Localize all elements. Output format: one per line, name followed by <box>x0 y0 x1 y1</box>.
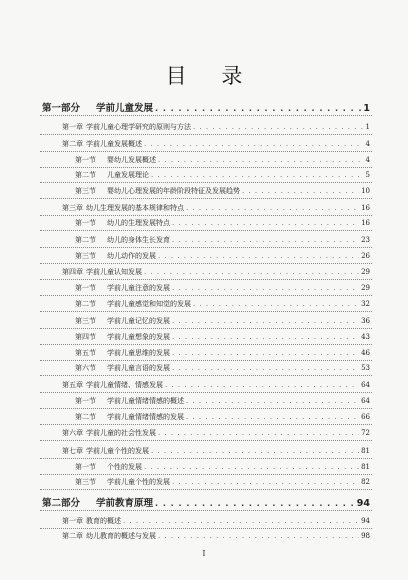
toc-entry-label: 第二部分 <box>42 498 81 509</box>
dot-leader <box>158 156 364 164</box>
toc-chapter <box>62 428 370 438</box>
toc-entry-title: 幼儿的生理发展特点 <box>107 219 170 227</box>
row-separator <box>40 230 372 231</box>
toc-entry-title: 幼儿动作的发展 <box>107 252 156 260</box>
toc-entry-page: 16 <box>361 204 370 212</box>
page-title: 目 录 <box>165 64 257 88</box>
toc-entry-page: 1 <box>363 103 370 114</box>
dot-leader <box>186 204 359 212</box>
row-separator <box>40 424 372 425</box>
toc-entry-title: 学前儿童感觉和知觉的发展 <box>107 300 191 308</box>
toc-chapter <box>62 516 370 526</box>
toc-section <box>75 170 370 180</box>
toc-chapter <box>62 531 370 541</box>
toc-entry-label: 第四节 <box>75 333 96 341</box>
dot-leader <box>144 268 359 276</box>
row-separator <box>40 151 372 152</box>
dot-leader <box>172 364 359 372</box>
toc-entry-page: 94 <box>356 498 370 509</box>
toc-entry-page: 98 <box>361 532 370 540</box>
toc-entry-title: 学前儿童发展 <box>96 103 154 114</box>
toc-section <box>75 155 370 165</box>
toc-entry-title: 学前儿童情绪情感的发展 <box>107 413 184 421</box>
toc-entry-label: 第一节 <box>75 284 96 292</box>
row-separator <box>40 279 372 280</box>
dot-leader <box>172 236 359 244</box>
row-separator <box>40 458 372 459</box>
toc-section <box>75 218 370 228</box>
toc-entry-title: 学前儿童思维的发展 <box>107 349 170 357</box>
toc-entry-page: 64 <box>361 381 370 389</box>
row-separator <box>40 115 372 116</box>
toc-entry-page: 4 <box>365 156 370 164</box>
toc-entry-title: 幼儿的身体生长发育 <box>107 236 170 244</box>
toc-entry-label: 第一章 <box>62 517 83 525</box>
toc-entry-label: 第一节 <box>75 156 96 164</box>
dot-leader <box>144 140 364 148</box>
toc-entry-page: 82 <box>361 478 370 486</box>
toc-entry-label: 第四章 <box>62 268 83 276</box>
row-separator <box>40 134 372 135</box>
toc-entry-title: 学前儿童心理学研究的原则与方法 <box>86 123 191 131</box>
toc-section <box>75 299 370 309</box>
row-separator <box>40 295 372 296</box>
toc-chapter <box>62 122 370 132</box>
toc-entry-page: 36 <box>361 317 370 325</box>
dot-leader <box>186 397 359 405</box>
toc-section <box>75 235 370 245</box>
dot-leader <box>155 499 355 508</box>
toc-section <box>75 412 370 422</box>
toc-entry-label: 第六章 <box>62 429 83 437</box>
toc-entry-page: 43 <box>361 333 370 341</box>
dot-leader <box>186 413 359 421</box>
toc-entry-title: 学前儿童情绪情感的概述 <box>107 397 184 405</box>
toc-entry-page: 26 <box>361 252 370 260</box>
toc-entry-page: 53 <box>361 364 370 372</box>
toc-entry-label: 第二节 <box>75 236 96 244</box>
row-separator <box>40 440 372 441</box>
row-separator <box>40 198 372 199</box>
row-separator <box>40 182 372 183</box>
toc-entry-page: 66 <box>361 413 370 421</box>
toc-entry-title: 学前儿童言语的发展 <box>107 364 170 372</box>
toc-entry-label: 第一部分 <box>42 103 81 114</box>
toc-entry-title: 学前儿童认知发展 <box>86 268 142 276</box>
dot-leader <box>172 219 359 227</box>
dot-leader <box>242 187 359 195</box>
row-separator <box>40 247 372 248</box>
toc-chapter <box>62 203 370 213</box>
toc-entry-title: 婴幼儿心理发展的年龄阶段特征及发展趋势 <box>107 187 240 195</box>
toc-entry-title: 教育的概述 <box>86 517 121 525</box>
row-separator <box>40 167 372 168</box>
toc-entry-title: 婴幼儿发展概述 <box>107 156 156 164</box>
dot-leader <box>158 429 359 437</box>
toc-entry-page: 4 <box>365 140 370 148</box>
toc-entry-label: 第三节 <box>75 187 96 195</box>
row-separator <box>40 215 372 216</box>
toc-entry-page: 72 <box>361 429 370 437</box>
toc-entry-label: 第三章 <box>62 204 83 212</box>
toc-entry-page: 81 <box>361 463 370 471</box>
row-separator <box>40 375 372 376</box>
dot-leader <box>123 517 359 525</box>
dot-leader <box>172 349 359 357</box>
toc-entry-label: 第二章 <box>62 532 83 540</box>
toc-entry-title: 学前教育原理 <box>96 498 154 509</box>
toc-entry-title: 学前儿童的社会性发展 <box>86 429 156 437</box>
toc-section <box>75 186 370 196</box>
row-separator <box>40 311 372 312</box>
toc-entry-title: 学前儿童个性的发展 <box>107 478 170 486</box>
toc-entry-label: 第二节 <box>75 300 96 308</box>
toc-entry-label: 第五章 <box>62 381 83 389</box>
dot-leader <box>193 123 364 131</box>
row-separator <box>40 408 372 409</box>
toc-section <box>75 251 370 261</box>
toc-entry-page: 94 <box>361 517 370 525</box>
toc-entry-title: 儿童发展理论 <box>107 171 149 179</box>
dot-leader <box>158 532 359 540</box>
row-separator <box>40 528 372 529</box>
toc-section <box>75 363 370 373</box>
toc-entry-page: 32 <box>361 300 370 308</box>
toc-entry-label: 第三节 <box>75 317 96 325</box>
dot-leader <box>158 252 359 260</box>
toc-section <box>75 332 370 342</box>
toc-entry-title: 幼儿生理发展的基本规律和特点 <box>86 204 184 212</box>
toc-entry-page: 64 <box>361 397 370 405</box>
dot-leader <box>151 447 359 455</box>
toc-section <box>75 283 370 293</box>
toc-section <box>75 396 370 406</box>
toc-entry-title: 学前儿童记忆的发展 <box>107 317 170 325</box>
row-separator <box>40 360 372 361</box>
toc-entry-page: 23 <box>361 236 370 244</box>
toc-section <box>75 348 370 358</box>
toc-entry-page: 1 <box>365 123 370 131</box>
toc-entry-label: 第一章 <box>62 123 83 131</box>
toc-entry-page: 16 <box>361 219 370 227</box>
row-separator <box>40 392 372 393</box>
toc-entry-title: 学前儿童注意的发展 <box>107 284 170 292</box>
toc-entry-title: 学前儿童个性的发展 <box>86 447 149 455</box>
row-separator <box>40 489 372 490</box>
dot-leader <box>172 317 359 325</box>
toc-entry-page: 29 <box>361 284 370 292</box>
dot-leader <box>172 333 359 341</box>
dot-leader <box>172 478 359 486</box>
row-separator <box>40 328 372 329</box>
toc-entry-title: 学前儿童发展概述 <box>86 140 142 148</box>
dot-leader <box>144 463 359 471</box>
toc-entry-label: 第二节 <box>75 171 96 179</box>
row-separator <box>40 510 372 511</box>
toc-section <box>75 462 370 472</box>
toc-chapter <box>62 380 370 390</box>
toc-entry-page: 46 <box>361 349 370 357</box>
row-separator <box>40 344 372 345</box>
toc-entry-label: 第一节 <box>75 463 96 471</box>
dot-leader <box>193 300 359 308</box>
row-separator <box>40 474 372 475</box>
footer-page-number: I <box>202 549 206 558</box>
toc-section <box>75 477 370 487</box>
dot-leader <box>172 284 359 292</box>
toc-entry-page: 5 <box>365 171 370 179</box>
toc-section <box>75 316 370 326</box>
toc-entry-label: 第一节 <box>75 219 96 227</box>
toc-entry-page: 29 <box>361 268 370 276</box>
toc-entry-title: 幼儿教育的概述与发展 <box>86 532 156 540</box>
toc-entry-label: 第二节 <box>75 413 96 421</box>
dot-leader <box>151 171 364 179</box>
toc-entry-label: 第三节 <box>75 252 96 260</box>
toc-chapter <box>62 267 370 277</box>
row-separator <box>40 263 372 264</box>
toc-entry-label: 第三节 <box>75 478 96 486</box>
toc-entry-label: 第六节 <box>75 364 96 372</box>
toc-entry-label: 第一节 <box>75 397 96 405</box>
toc-entry-page: 10 <box>361 187 370 195</box>
toc-entry-title: 学前儿童想象的发展 <box>107 333 170 341</box>
toc-entry-page: 81 <box>361 447 370 455</box>
toc-chapter <box>62 446 370 456</box>
toc-entry-title: 个性的发展 <box>107 463 142 471</box>
toc-entry-label: 第七章 <box>62 447 83 455</box>
toc-entry-label: 第二章 <box>62 140 83 148</box>
toc-part <box>42 100 370 114</box>
toc-chapter <box>62 139 370 149</box>
toc-entry-title: 学前儿童情绪、情感发展 <box>86 381 163 389</box>
toc-part <box>42 495 370 509</box>
dot-leader <box>165 381 359 389</box>
toc-entry-label: 第五节 <box>75 349 96 357</box>
dot-leader <box>155 104 361 113</box>
